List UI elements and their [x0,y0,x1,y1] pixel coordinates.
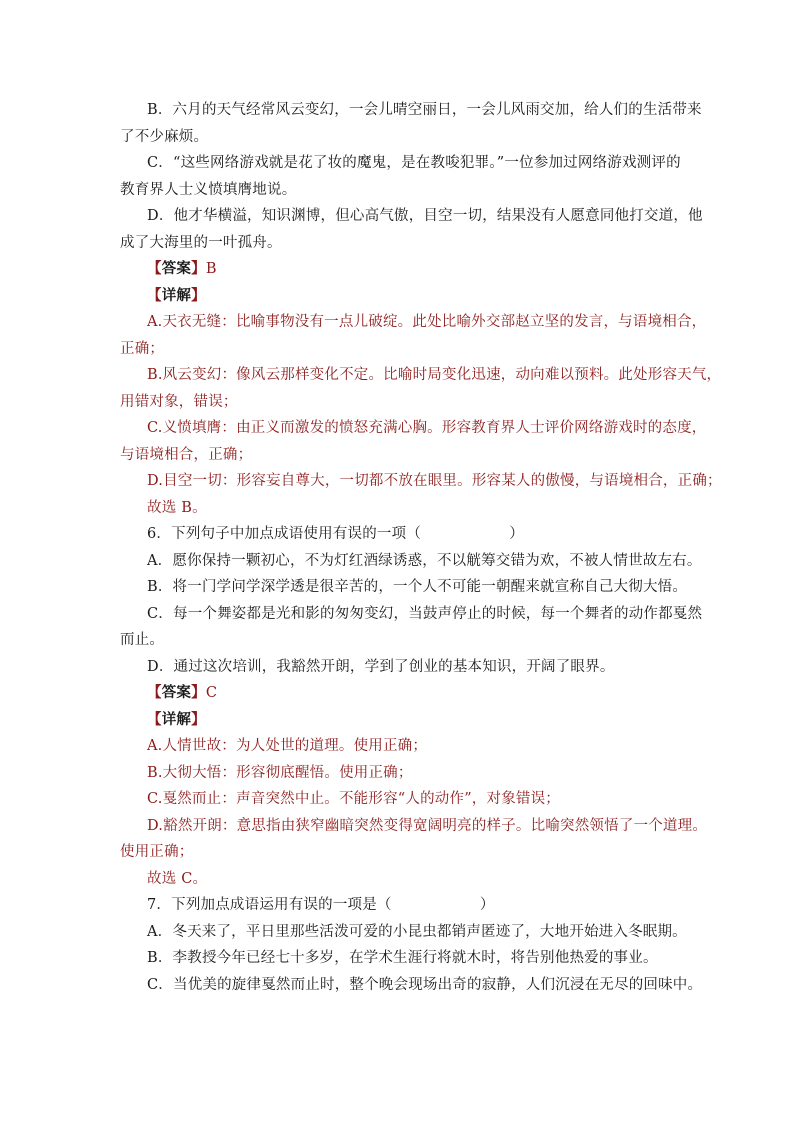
explanation-label: 详解 [161,710,192,728]
text-line: A．冬天来了，平日里那些活泼可爱的小昆虫都销声匿迹了，大地开始进入冬眠期。 [147,923,687,940]
text-line: 故选 C。 [147,870,208,887]
text-line: D．通过这次培训，我豁然开朗，学到了创业的基本知识，开阔了眼界。 [147,658,615,675]
explanation-label: 详解 [161,286,192,304]
text-line: B．将一门学问学深学透是很辛苦的，一个人不可能一朝醒来就宣称自己大彻大悟。 [147,579,688,595]
text-line: A.人情世故：为人处世的道理。使用正确； [147,738,428,754]
text-line: B.风云变幻：像风云那样变化不定。比喻时局变化迅速，动向难以预料。此处形容天气， [147,367,722,383]
text-line: B.大彻大悟：形容彻底醒悟。使用正确； [147,764,413,781]
text-line: C.戛然而止：声音突然中止。不能形容“人的动作”，对象错误； [147,791,561,807]
explanation-heading [147,286,206,306]
text-line: D.目空一切：形容妄自尊大，一切都不放在眼里。形容某人的傲慢，与语境相合，正确； [147,473,722,489]
text-line: 6．下列句子中加点成语使用有误的一项（ ） [147,526,524,542]
text-line: 使用正确； [120,844,194,860]
answer-line [147,683,217,703]
text-line: C．每一个舞姿都是光和影的匆匆变幻，当鼓声停止的时候，每一个舞者的动作都戛然 [147,605,703,622]
text-line: 正确； [120,340,165,357]
text-line: C．“这些网络游戏就是花了妆的魔鬼，是在教唆犯罪。”一位参加过网络游戏测评的 [147,155,681,171]
explanation-heading [147,710,206,730]
text-line: 与语境相合，正确； [120,446,253,463]
bracket-close: 】 [191,684,206,701]
bracket-open: 【 [147,710,162,728]
text-line: 故选 B。 [147,499,207,516]
text-line: C．当优美的旋律戛然而止时，整个晚会现场出奇的寂静，人们沉浸在无尽的回味中。 [147,976,703,993]
answer-value: B [205,261,217,277]
bracket-close: 】 [191,710,206,728]
text-line: 7．下列加点成语运用有误的一项是（ ） [147,897,495,913]
bracket-close: 】 [191,260,206,277]
text-line: 了不少麻烦。 [120,128,209,145]
bracket-close: 】 [191,286,206,304]
text-line: B．六月的天气经常风云变幻，一会儿晴空丽日，一会儿风雨交加，给人们的生活带来 [147,102,702,118]
bracket-open: 【 [147,684,162,701]
text-line: 成了大海里的一叶孤舟。 [120,234,282,251]
text-line: B．李教授今年已经七十多岁，在学术生涯行将就木时，将告别他热爱的事业。 [147,950,658,966]
text-line: A．愿你保持一颗初心，不为灯红酒绿诱惑，不以觥筹交错为欢，不被人情世故左右。 [147,552,702,569]
text-line: A.天衣无缝：比喻事物没有一点儿破绽。此处比喻外交部赵立坚的发言，与语境相合， [147,314,707,330]
text-line: 而止。 [120,632,165,648]
text-line: 用错对象，错误； [120,393,238,410]
answer-label: 答案 [161,260,192,277]
answer-value: C [205,685,218,701]
text-line: D.豁然开朗：意思指由狭窄幽暗突然变得宽阔明亮的样子。比喻突然领悟了一个道理。 [147,817,708,834]
text-line: C.义愤填膺：由正义而激发的愤怒充满心胸。形容教育界人士评价网络游戏时的态度， [147,420,707,436]
bracket-open: 【 [147,286,162,304]
bracket-open: 【 [147,260,162,277]
answer-line [147,259,217,279]
text-line: 教育界人士义愤填膺地说。 [120,181,297,198]
text-line: D．他才华横溢，知识渊博，但心高气傲，目空一切，结果没有人愿意同他打交道，他 [147,208,703,224]
answer-label: 答案 [161,684,192,701]
